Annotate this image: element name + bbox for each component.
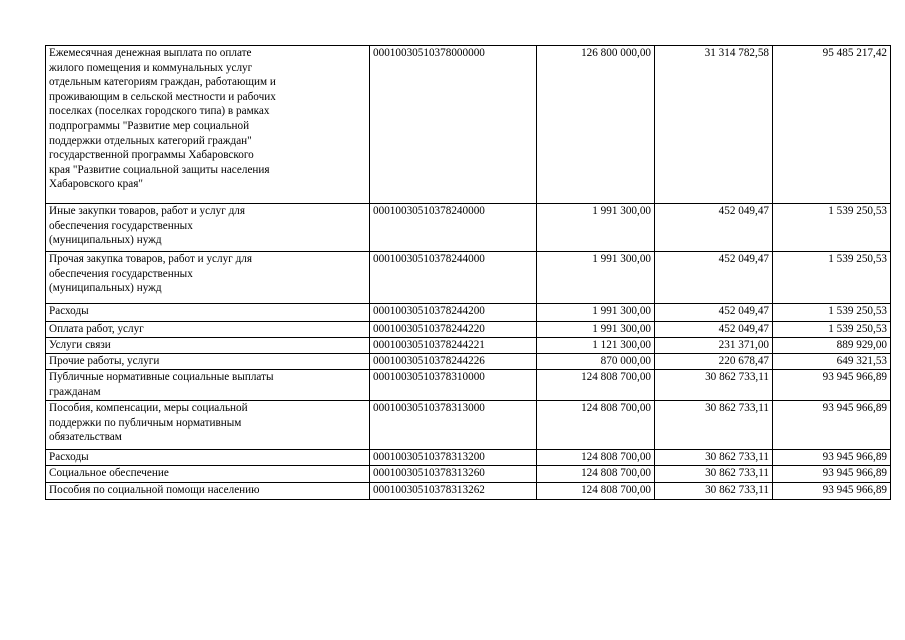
remaining-amount-text: 93 945 966,89 [822,484,887,496]
budget-code-text: 00010030510378244221 [373,339,485,351]
approved-amount-text: 870 000,00 [600,355,651,367]
approved-amount-text: 1 991 300,00 [592,305,651,317]
remaining-amount-text: 889 929,00 [836,339,887,351]
budget-code-text: 00010030510378240000 [373,205,485,217]
budget-code-text: 00010030510378244200 [373,305,485,317]
approved-amount-cell [537,370,655,401]
expense-name-cell [46,204,370,252]
expense-name-cell [46,354,370,370]
executed-amount-text: 30 862 733,11 [705,467,769,479]
budget-code-cell [370,354,537,370]
executed-amount-text: 30 862 733,11 [705,402,769,414]
expense-name-text: Пособия по социальной помощи населению [49,484,260,496]
expense-name-text: Публичные нормативные социальные выплаты гражданам [49,371,274,398]
executed-amount-cell [655,252,773,304]
table-body [46,46,891,500]
expense-name-cell [46,401,370,450]
approved-amount-cell [537,46,655,204]
table-row [46,401,891,450]
executed-amount-cell [655,46,773,204]
expense-name-cell [46,46,370,204]
budget-code-text: 00010030510378313260 [373,467,485,479]
budget-code-cell [370,304,537,322]
expense-name-cell [46,322,370,338]
approved-amount-text: 1 991 300,00 [592,323,651,335]
remaining-amount-cell [773,322,891,338]
executed-amount-text: 452 049,47 [718,305,769,317]
executed-amount-text: 231 371,00 [718,339,769,351]
remaining-amount-cell [773,46,891,204]
remaining-amount-text: 1 539 250,53 [828,205,887,217]
approved-amount-cell [537,304,655,322]
expense-name-text: Расходы [49,305,89,317]
budget-code-cell [370,401,537,450]
expense-name-text: Социальное обеспечение [49,467,169,479]
approved-amount-cell [537,401,655,450]
remaining-amount-cell [773,204,891,252]
budget-code-cell [370,252,537,304]
approved-amount-cell [537,466,655,483]
expense-name-cell [46,483,370,500]
remaining-amount-text: 1 539 250,53 [828,253,887,265]
remaining-amount-cell [773,338,891,354]
budget-code-text: 00010030510378313200 [373,451,485,463]
executed-amount-cell [655,466,773,483]
budget-code-cell [370,466,537,483]
budget-code-cell [370,450,537,466]
expense-name-cell [46,338,370,354]
approved-amount-cell [537,252,655,304]
remaining-amount-cell [773,354,891,370]
executed-amount-text: 30 862 733,11 [705,371,769,383]
remaining-amount-cell [773,304,891,322]
budget-execution-table [45,45,891,500]
budget-code-cell [370,338,537,354]
executed-amount-cell [655,338,773,354]
executed-amount-cell [655,354,773,370]
table-row [46,338,891,354]
remaining-amount-cell [773,466,891,483]
approved-amount-text: 124 808 700,00 [581,467,651,479]
approved-amount-text: 1 121 300,00 [592,339,651,351]
approved-amount-cell [537,338,655,354]
executed-amount-cell [655,483,773,500]
budget-code-text: 00010030510378000000 [373,47,485,59]
executed-amount-cell [655,322,773,338]
expense-name-text: Расходы [49,451,89,463]
executed-amount-cell [655,204,773,252]
budget-code-cell [370,204,537,252]
expense-name-text: Ежемесячная денежная выплата по оплате жилого помещения и коммунальных услуг отдельным категориям граждан, работающим и проживающим в сельской местности и рабочих поселках (поселках городского типа) в рамках подпрограммы "Развитие мер социальной поддержки отдельных категорий граждан" государственной программы Хабаровского края "Развитие социальной защиты населения Хабаровского края" [49,47,276,191]
table-row [46,252,891,304]
table-row [46,322,891,338]
remaining-amount-text: 93 945 966,89 [822,451,887,463]
executed-amount-cell [655,450,773,466]
approved-amount-text: 124 808 700,00 [581,484,651,496]
table-row [46,354,891,370]
expense-name-text: Иные закупки товаров, работ и услуг для обеспечения государственных (муниципальных) нужд [49,205,246,247]
remaining-amount-cell [773,483,891,500]
expense-name-cell [46,252,370,304]
executed-amount-cell [655,370,773,401]
expense-name-text: Пособия, компенсации, меры социальной поддержки по публичным нормативным обязательствам [49,402,248,444]
remaining-amount-cell [773,370,891,401]
approved-amount-cell [537,450,655,466]
approved-amount-text: 126 800 000,00 [581,47,651,59]
remaining-amount-cell [773,252,891,304]
executed-amount-text: 452 049,47 [718,323,769,335]
approved-amount-text: 124 808 700,00 [581,402,651,414]
executed-amount-text: 31 314 782,58 [704,47,769,59]
executed-amount-text: 30 862 733,11 [705,451,769,463]
executed-amount-cell [655,304,773,322]
budget-code-cell [370,322,537,338]
executed-amount-text: 30 862 733,11 [705,484,769,496]
expense-name-cell [46,466,370,483]
budget-code-cell [370,370,537,401]
executed-amount-text: 452 049,47 [718,205,769,217]
table-row [46,46,891,204]
approved-amount-text: 124 808 700,00 [581,371,651,383]
expense-name-cell [46,304,370,322]
remaining-amount-text: 95 485 217,42 [822,47,887,59]
expense-name-cell [46,450,370,466]
remaining-amount-text: 93 945 966,89 [822,371,887,383]
table-row [46,483,891,500]
executed-amount-text: 220 678,47 [718,355,769,367]
table-row [46,450,891,466]
remaining-amount-cell [773,401,891,450]
remaining-amount-text: 649 321,53 [836,355,887,367]
table-row [46,466,891,483]
approved-amount-cell [537,204,655,252]
budget-code-text: 00010030510378244220 [373,323,485,335]
expense-name-text: Услуги связи [49,339,111,351]
remaining-amount-text: 93 945 966,89 [822,402,887,414]
remaining-amount-text: 1 539 250,53 [828,305,887,317]
approved-amount-text: 124 808 700,00 [581,451,651,463]
budget-code-cell [370,46,537,204]
remaining-amount-text: 1 539 250,53 [828,323,887,335]
expense-name-text: Прочие работы, услуги [49,355,160,367]
budget-code-text: 00010030510378244000 [373,253,485,265]
expense-name-cell [46,370,370,401]
approved-amount-cell [537,322,655,338]
executed-amount-text: 452 049,47 [718,253,769,265]
approved-amount-text: 1 991 300,00 [592,253,651,265]
expense-name-text: Прочая закупка товаров, работ и услуг для обеспечения государственных (муниципальных) нужд [49,253,252,295]
budget-code-text: 00010030510378313262 [373,484,485,496]
budget-code-text: 00010030510378313000 [373,402,485,414]
remaining-amount-cell [773,450,891,466]
executed-amount-cell [655,401,773,450]
approved-amount-cell [537,483,655,500]
approved-amount-text: 1 991 300,00 [592,205,651,217]
budget-code-text: 00010030510378244226 [373,355,485,367]
budget-code-text: 00010030510378310000 [373,371,485,383]
table-row [46,304,891,322]
table-row [46,204,891,252]
approved-amount-cell [537,354,655,370]
expense-name-text: Оплата работ, услуг [49,323,144,335]
budget-code-cell [370,483,537,500]
table-row [46,370,891,401]
remaining-amount-text: 93 945 966,89 [822,467,887,479]
